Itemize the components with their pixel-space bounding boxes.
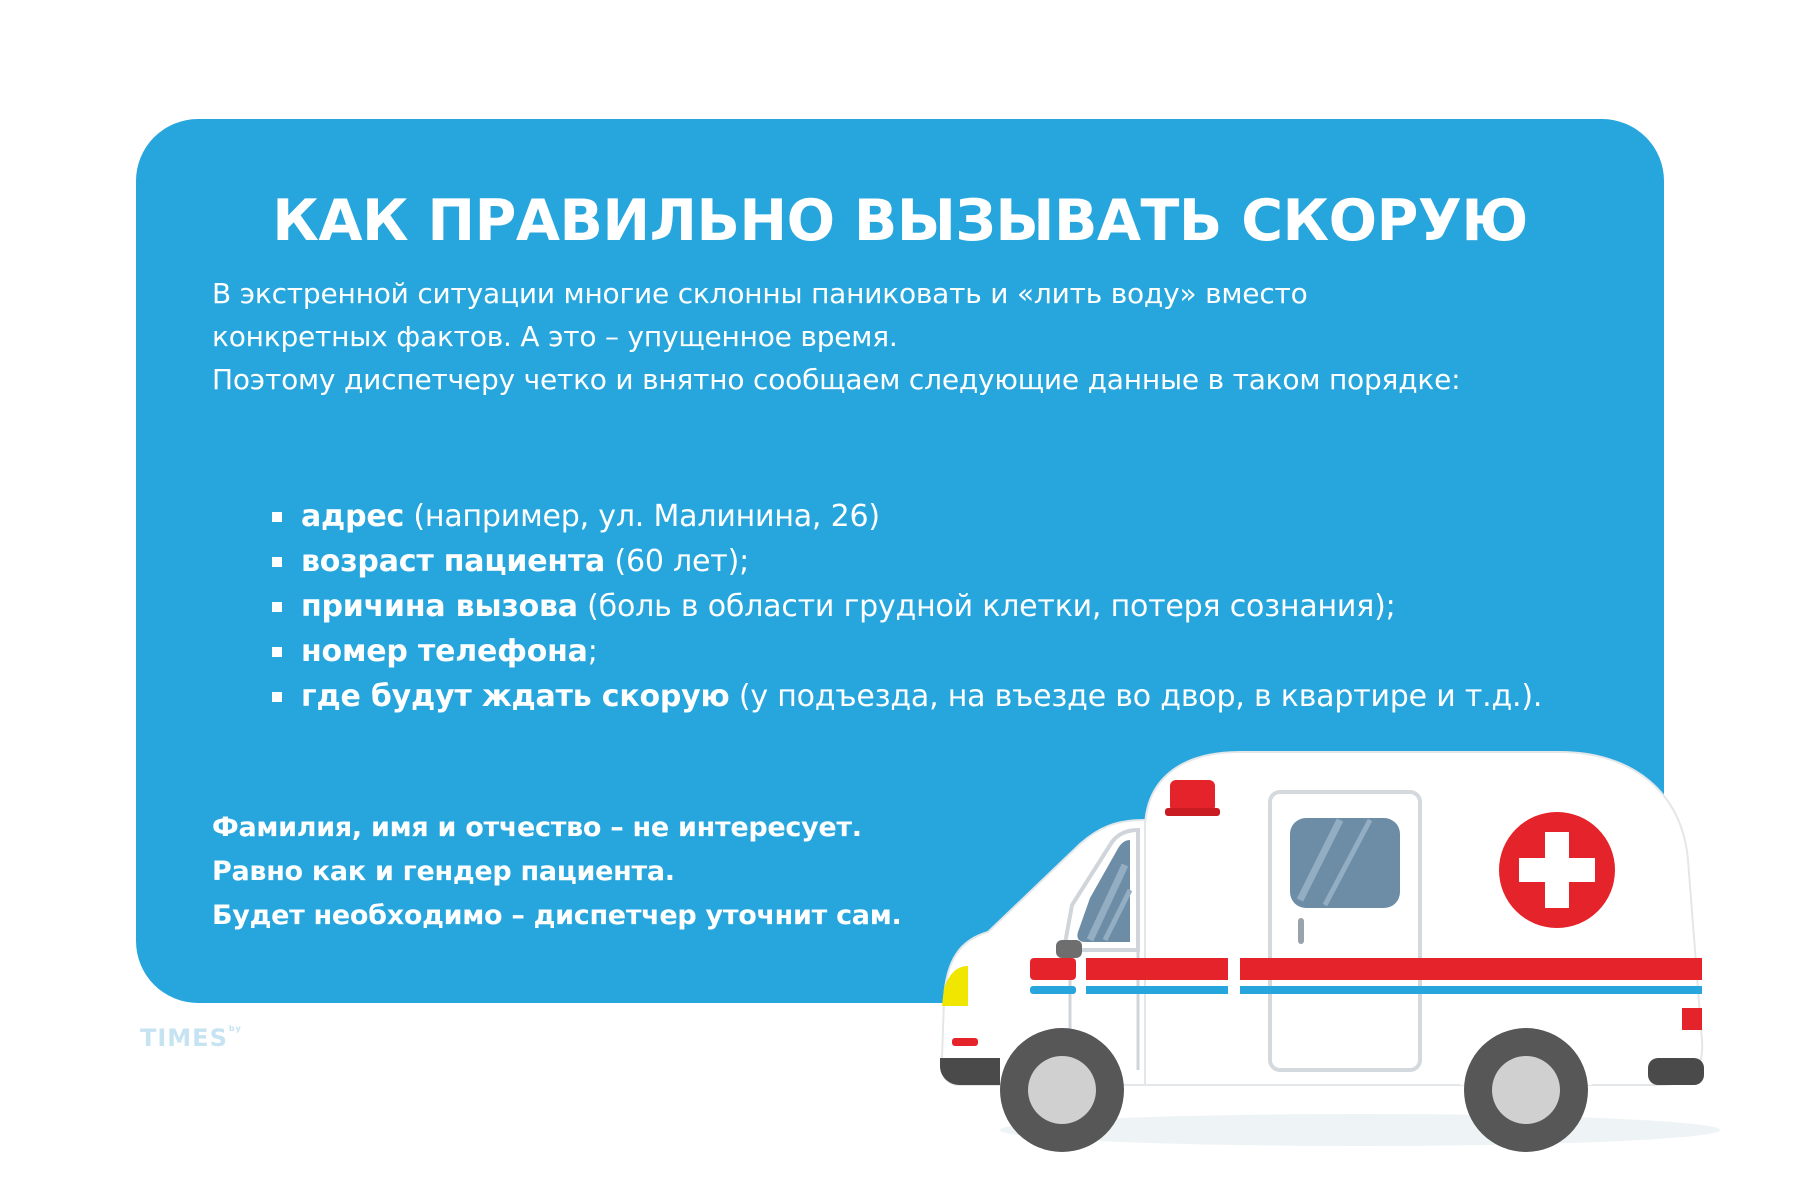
intro-line: конкретных фактов. А это – упущенное время. [212, 320, 898, 353]
bullet-icon [272, 602, 282, 612]
ambulance-icon [940, 740, 1720, 1180]
list-item-label: номер телефона [301, 634, 588, 669]
note-line: Равно как и гендер пациента. [212, 856, 675, 887]
brand-logo-mark: by [228, 1024, 242, 1033]
list-item-label: адрес [301, 499, 405, 534]
note-line: Будет необходимо – диспетчер уточнит сам. [212, 900, 902, 931]
bullet-icon [272, 692, 282, 702]
intro-line: Поэтому диспетчеру четко и внятно сообщаем следующие данные в таком порядке: [212, 363, 1461, 396]
list-item-detail: ; [587, 634, 598, 669]
bullet-icon [272, 512, 282, 522]
list-item-label: где будут ждать скорую [301, 679, 730, 714]
info-list [264, 494, 1584, 719]
list-item [264, 539, 1584, 584]
note-line: Фамилия, имя и отчество – не интересует. [212, 812, 862, 843]
list-item [264, 674, 1584, 719]
list-item [264, 584, 1584, 629]
brand-logo-text: TIMES [140, 1024, 228, 1052]
intro-text [212, 272, 1612, 401]
list-item-detail: (60 лет); [605, 544, 749, 579]
intro-line: В экстренной ситуации многие склонны паниковать и «лить воду» вместо [212, 277, 1308, 310]
list-item [264, 494, 1584, 539]
list-item-detail: (например, ул. Малинина, 26) [404, 499, 880, 534]
list-item-label: возраст пациента [301, 544, 606, 579]
list-item [264, 629, 1584, 674]
list-item-detail: (у подъезда, на въезде во двор, в квартире и т.д.). [729, 679, 1543, 714]
brand-logo [140, 1024, 242, 1052]
page-title: КАК ПРАВИЛЬНО ВЫЗЫВАТЬ СКОРУЮ [272, 188, 1528, 254]
bullet-icon [272, 647, 282, 657]
bullet-icon [272, 557, 282, 567]
list-item-label: причина вызова [301, 589, 578, 624]
list-item-detail: (боль в области грудной клетки, потеря сознания); [577, 589, 1396, 624]
